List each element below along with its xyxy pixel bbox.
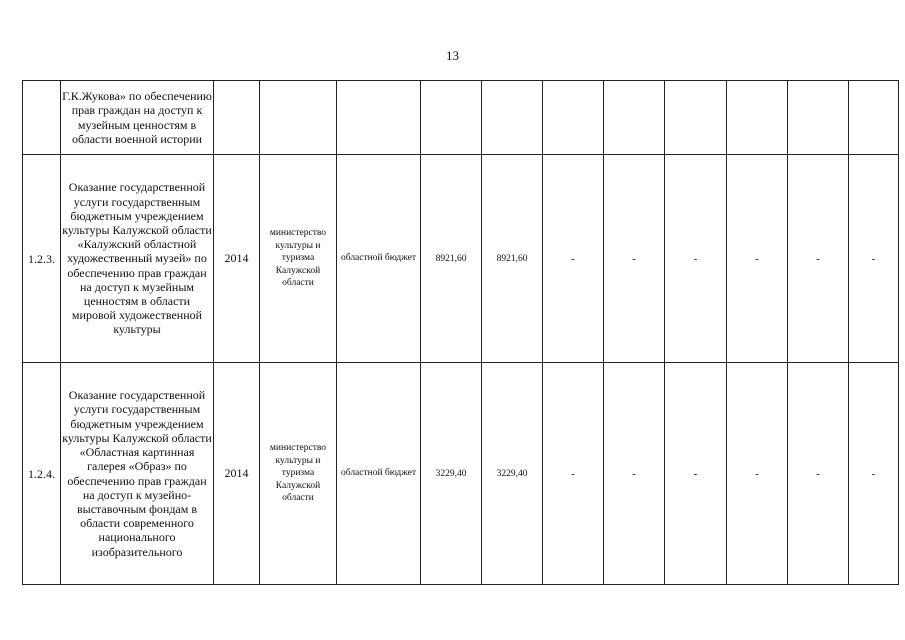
row-description: Оказание государственной услуги государственным бюджетным учреждением культуры Калужской области «Областная картинная галерея «Образ» по обеспечению прав граждан на доступ к музейно-выставочным фондам в области современного национального изобразительного — [61, 363, 214, 585]
row-value-cell: - — [727, 155, 788, 363]
row-value-cell: - — [604, 363, 665, 585]
table-row — [23, 155, 899, 363]
row-amount-year: 8921,60 — [482, 155, 543, 363]
row-amount-total: 3229,40 — [421, 363, 482, 585]
table-row — [23, 363, 899, 585]
row-number: 1.2.3. — [23, 155, 61, 363]
row-executor: министерство культуры и туризма Калужской области — [260, 155, 337, 363]
row-description: Г.К.Жукова» по обеспечению прав граждан на доступ к музейным ценностям в области военной истории — [61, 81, 214, 155]
row-year: 2014 — [214, 363, 260, 585]
row-value-cell: - — [543, 155, 604, 363]
program-table — [22, 80, 899, 585]
row-amount-total: 8921,60 — [421, 155, 482, 363]
row-amount-year: 3229,40 — [482, 363, 543, 585]
row-value-cell — [665, 81, 727, 155]
row-executor: министерство культуры и туризма Калужской области — [260, 363, 337, 585]
row-value-cell: - — [849, 363, 899, 585]
row-value-cell — [788, 81, 849, 155]
row-value-cell: - — [727, 363, 788, 585]
row-funding-source — [337, 81, 421, 155]
row-value-cell: - — [543, 363, 604, 585]
row-funding-source: областной бюджет — [337, 155, 421, 363]
row-amount-year — [482, 81, 543, 155]
row-funding-source: областной бюджет — [337, 363, 421, 585]
row-amount-total — [421, 81, 482, 155]
row-number — [23, 81, 61, 155]
row-value-cell: - — [849, 155, 899, 363]
row-value-cell: - — [665, 155, 727, 363]
row-value-cell — [543, 81, 604, 155]
row-year: 2014 — [214, 155, 260, 363]
page-number: 13 — [446, 48, 459, 63]
row-value-cell — [604, 81, 665, 155]
row-value-cell — [849, 81, 899, 155]
row-executor — [260, 81, 337, 155]
row-number: 1.2.4. — [23, 363, 61, 585]
row-description: Оказание государственной услуги государственным бюджетным учреждением культуры Калужской области «Калужский областной художественный музей» по обеспечению прав граждан на доступ к музейным ценностям в области мировой художественной культуры — [61, 155, 214, 363]
row-value-cell — [727, 81, 788, 155]
row-value-cell: - — [604, 155, 665, 363]
table-row — [23, 81, 899, 155]
row-value-cell: - — [788, 363, 849, 585]
row-year — [214, 81, 260, 155]
row-value-cell: - — [788, 155, 849, 363]
row-value-cell: - — [665, 363, 727, 585]
